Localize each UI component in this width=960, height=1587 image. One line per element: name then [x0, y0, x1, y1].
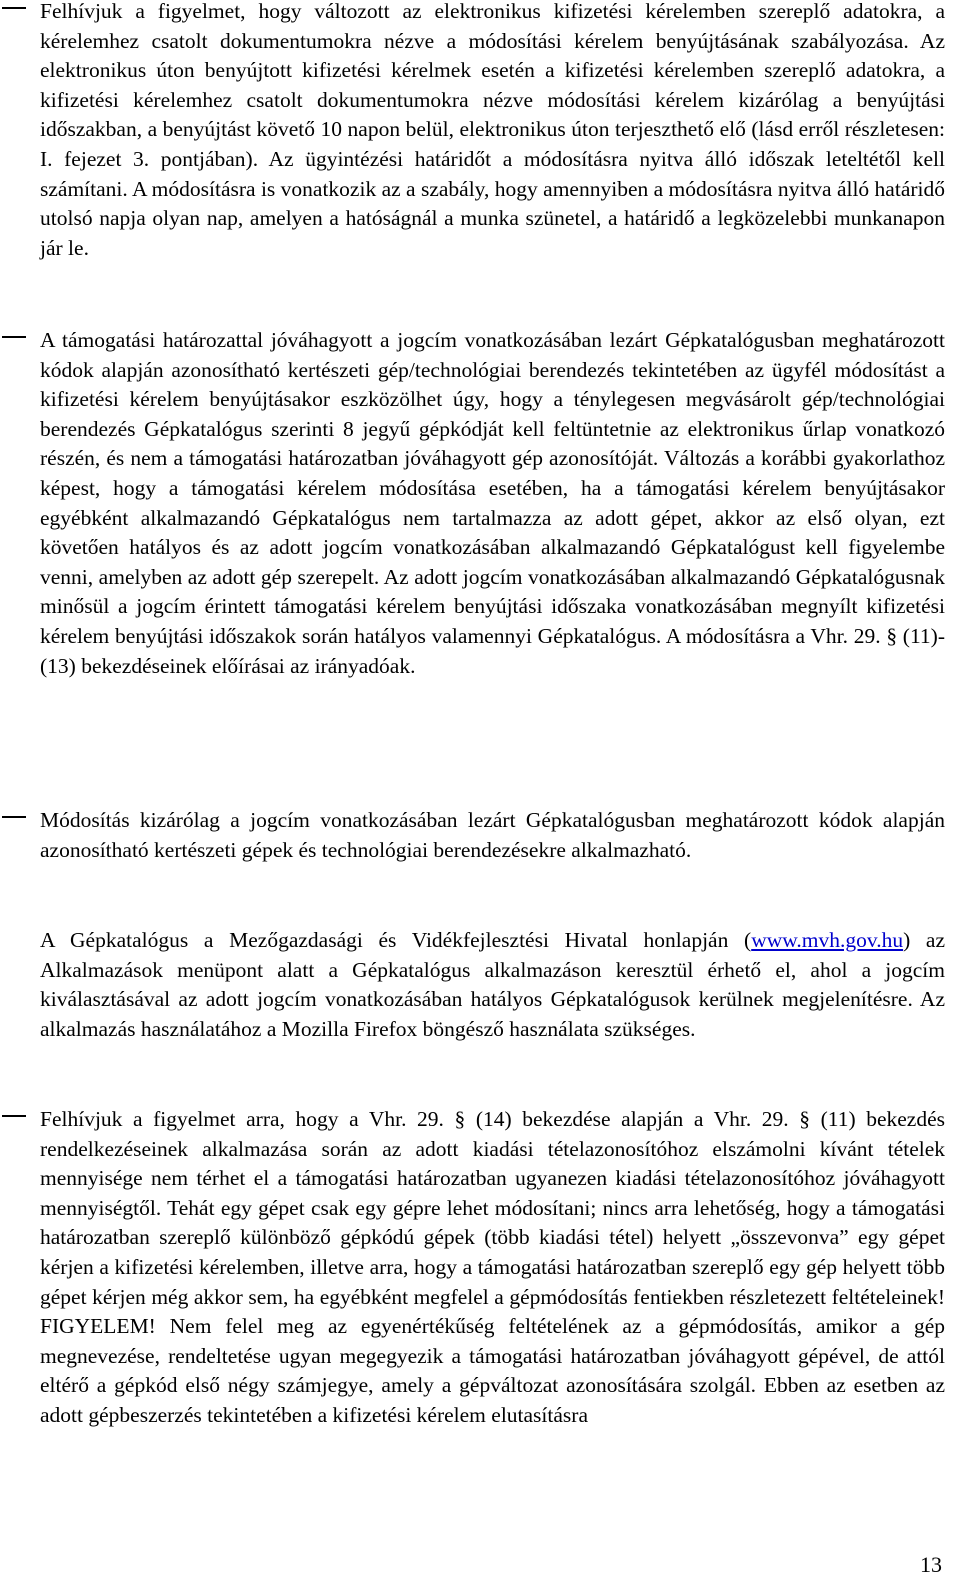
dash-bullet-icon [2, 1115, 26, 1117]
paragraph-block [0, 926, 960, 1044]
paragraph-text: ) az Alkalmazások menüpont alatt a Gépkatalógus alkalmazáson keresztül érhető el, ahol a jogcím kiválasztásával az adott jogcím vonatkozásában hatályos Gépkatalógusok kerülnek megjelenítésre. Az alkalmazás használatához a Mozilla Firefox böngésző használata szükséges. [40, 928, 945, 1041]
list-item [0, 1105, 960, 1431]
list-item [0, 0, 960, 263]
paragraph: Felhívjuk a figyelmet arra, hogy a Vhr. 29. § (14) bekezdése alapján a Vhr. 29. § (11) bekezdés rendelkezéseinek alkalmazása során az adott kiadási tételazonosítóhoz elszámolni kívánt tételek mennyisége nem térhet el a támogatási határozatban ugyanezen kiadási tételazonosítóhoz jóváhagyott mennyiségtől. Tehát egy gépet csak egy gépre lehet módosítani; nincs arra lehetőség, hogy a támogatási határozatban szereplő különböző gépkódú gépek (több kiadási tétel) helyett „összevonva” egy gépet kérjen a kifizetési kérelemben, illetve arra, hogy a támogatási határozatban szereplő egy gép helyett több gépet kérjen még akkor sem, ha egyébként megfelel a gépmódosítás fentiekben részletezett feltételeinek! FIGYELEM! Nem felel meg az egyenértékűség feltételének az a gépmódosítás, amikor a gép megnevezése, rendeltetése ugyan megegyezik a támogatási határozatban jóváhagyott gépével, de attól eltérő a gépkód első négy számjegye, amely a gépváltozat azonosítására szolgál. Ebben az esetben az adott gépbeszerzés tekintetében a kifizetési kérelem elutasításra [40, 1107, 945, 1427]
paragraph [40, 926, 945, 1044]
list-item [0, 806, 960, 865]
dash-bullet-icon [2, 7, 26, 9]
dash-bullet-icon [2, 336, 26, 338]
paragraph-text: A Gépkatalógus a Mezőgazdasági és Vidékfejlesztési Hivatal honlapján ( [40, 928, 752, 952]
page-number: 13 [920, 1552, 942, 1577]
paragraph: Módosítás kizárólag a jogcím vonatkozásában lezárt Gépkatalógusban meghatározott kódok alapján azonosítható kertészeti gépek és technológiai berendezésekre alkalmazható. [40, 808, 945, 862]
dash-bullet-icon [2, 816, 26, 818]
mvh-website-link[interactable]: www.mvh.gov.hu [751, 928, 904, 952]
paragraph: Felhívjuk a figyelmet, hogy változott az elektronikus kifizetési kérelemben szereplő adatokra, a kérelemhez csatolt dokumentumokra nézve a módosítási kérelem benyújtásának szabályozása. Az elektronikus úton benyújtott kifizetési kérelmek esetén a kifizetési kérelemben szereplő adatokra, a kifizetési kérelemhez csatolt dokumentumokra nézve módosítási kérelem kizárólag a benyújtási időszakban, a benyújtást követő 10 napon belül, elektronikus úton terjeszthető elő (lásd erről részletesen: I. fejezet 3. pontjában). Az ügyintézési határidőt a módosításra nyitva álló időszak leteltétől kell számítani. A módosításra is vonatkozik az a szabály, hogy amennyiben a módosításra nyitva álló határidő utolsó napja olyan nap, amelyen a hatóságnál a munka szünetel, a határidő a legközelebbi munkanapon jár le. [40, 0, 945, 260]
list-item [0, 326, 960, 681]
paragraph: A támogatási határozattal jóváhagyott a jogcím vonatkozásában lezárt Gépkatalógusban meghatározott kódok alapján azonosítható kertészeti gép/technológiai berendezés tekintetében az ügyfél módosítást a kifizetési kérelem benyújtásakor eszközölhet úgy, hogy a ténylegesen megvásárolt gép/technológiai berendezés Gépkatalógus szerinti 8 jegyű gépkódját kell feltüntetnie az elektronikus űrlap vonatkozó részén, és nem a támogatási határozatban jóváhagyott gép azonosítóját. Változás a korábbi gyakorlathoz képest, hogy a támogatási kérelem módosítása esetében, ha a támogatási kérelem benyújtásakor egyébként alkalmazandó Gépkatalógus nem tartalmazza az adott gépet, akkor az első olyan, ezt követően hatályos és az adott jogcím vonatkozásában alkalmazandó Gépkatalógust kell figyelembe venni, amelyben az adott gép szerepelt. Az adott jogcím vonatkozásában alkalmazandó Gépkatalógusnak minősül a jogcím érintett támogatási kérelem benyújtási időszaka vonatkozásában megnyílt kifizetési kérelem benyújtási időszakok során hatályos valamennyi Gépkatalógus. A módosításra a Vhr. 29. § (11)-(13) bekezdéseinek előírásai az irányadóak. [40, 328, 945, 678]
